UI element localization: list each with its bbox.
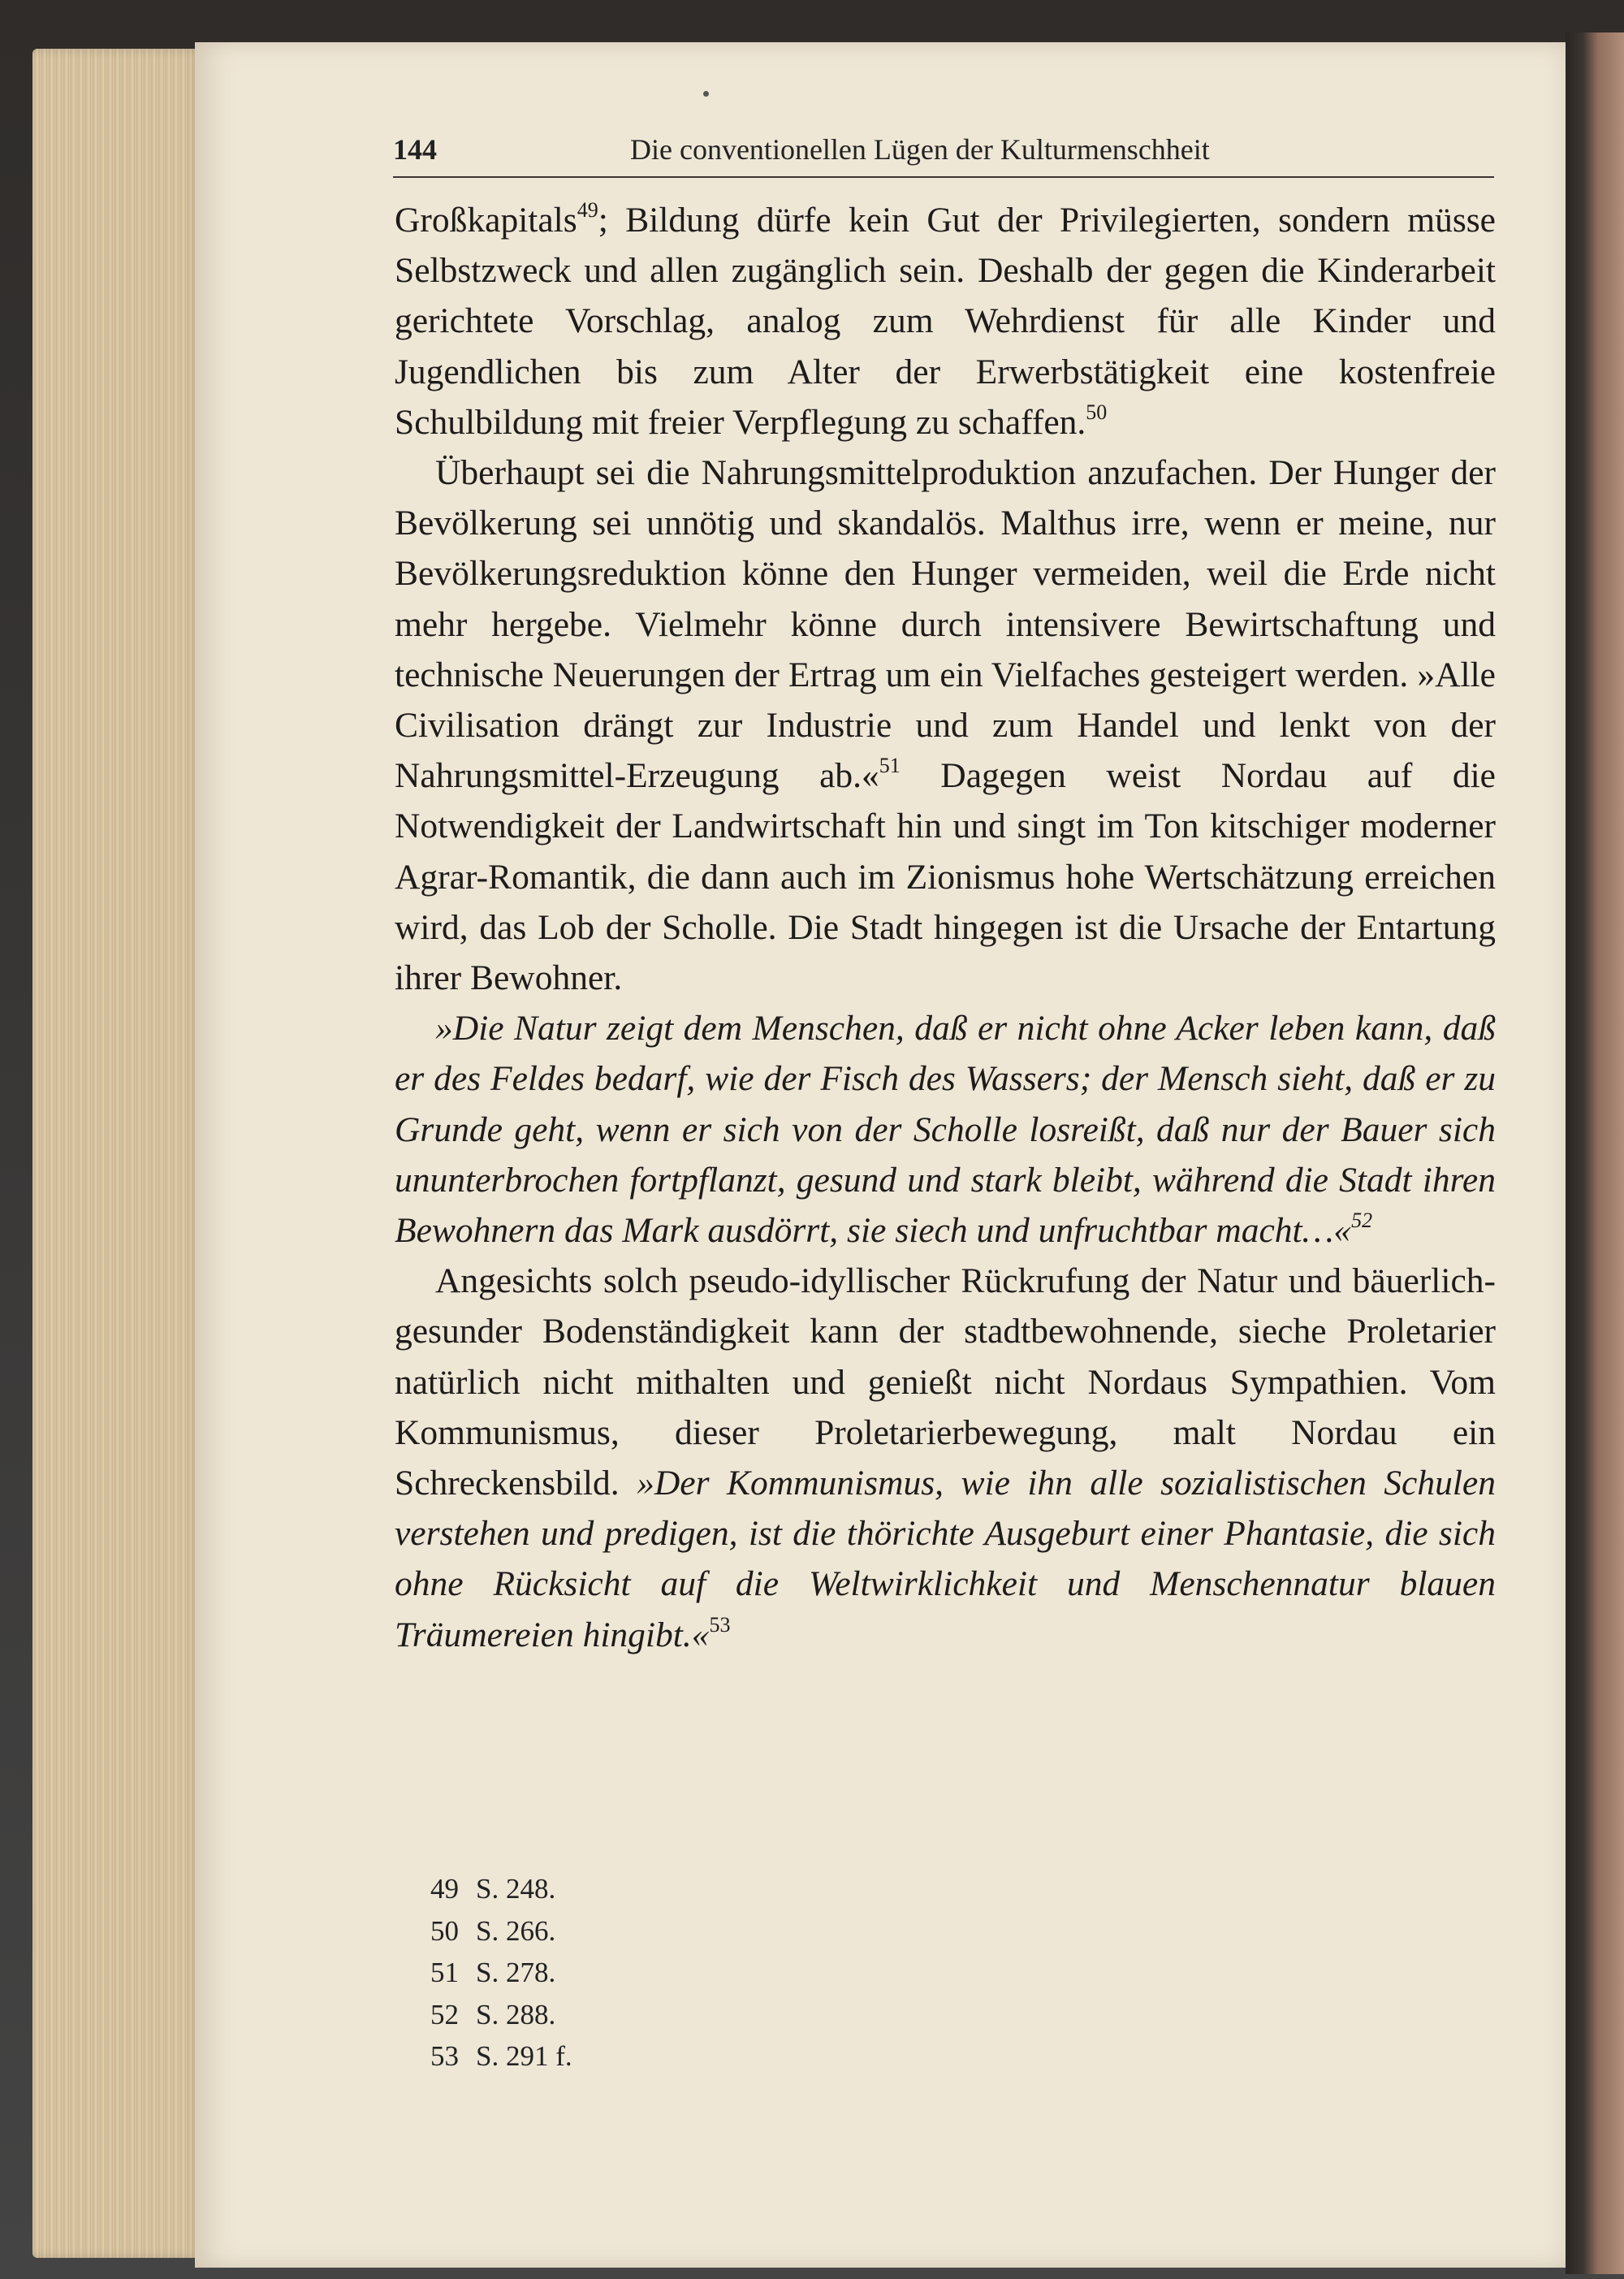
footnote-text: S. 248.: [476, 1873, 556, 1905]
facing-page-edge: [1566, 32, 1624, 2274]
footnote-ref-50: 50: [1086, 400, 1108, 424]
footnote-text: S. 266.: [476, 1914, 556, 1947]
footnote-53: [430, 2035, 836, 2078]
footnote-ref-53: 53: [709, 1612, 731, 1637]
footnote-text: S. 278.: [476, 1957, 556, 1988]
paragraph-2: [395, 448, 1496, 1003]
paragraph-2-text-b: Dagegen weist Nordau auf die Notwendigkeit der Landwirtschaft hin und singt im Ton kitschiger moderner Agrar-Romantik, die dann auch im Zionismus hohe Wertschätzung erreichen wird, das Lob der Scholle. Die Stadt hingegen ist die Ursache der Entartung ihrer Bewohner.: [395, 756, 1496, 998]
footnotes: [430, 1868, 836, 2078]
footnote-number: 50: [430, 1914, 459, 1947]
footnote-52: [430, 1994, 836, 2036]
footnote-number: 52: [430, 1998, 459, 2030]
paragraph-1: [395, 195, 1496, 448]
book-page-edges: [32, 49, 203, 2258]
footnote-51: [430, 1952, 836, 1994]
paragraph-4-text-a: Angesichts solch pseudo-idyllischer Rückrufung der Natur und bäuerlich-gesunder Bodenständigkeit kann der stadtbewohnende, sieche Proletarier natürlich nicht mithalten und genießt nicht Nordaus Sympathien. Vom Kommunismus, dieser Proletarierbewegung, malt Nordau ein Schreckensbild.: [395, 1261, 1496, 1503]
paragraph-4-quote: »Der Kommunismus, wie ihn alle sozialistischen Schulen verstehen und predigen, ist die thörichte Ausgeburt einer Phantasie, die sich ohne Rücksicht auf die Weltwirklichkeit und Menschennatur blauen Träumereien hingibt.«: [395, 1464, 1496, 1654]
paragraph-1-text-b: ; Bildung dürfe kein Gut der Privilegierten, sondern müsse Selbstzweck und allen zugänglich sein. Deshalb der gegen die Kinderarbeit gerichtete Vorschlag, analog zum Wehrdienst für alle Kinder und Jugendlichen bis zum Alter der Erwerbstätigkeit eine kostenfreie Schulbildung mit freier Verpflegung zu schaffen.: [395, 201, 1496, 442]
footnote-text: S. 291 f.: [476, 2040, 572, 2072]
main-text: [395, 195, 1496, 1660]
footnote-number: 49: [430, 1873, 459, 1905]
footnote-ref-49: 49: [577, 198, 598, 222]
footnote-text: S. 288.: [476, 1998, 556, 2030]
block-quote: [395, 1003, 1496, 1256]
block-quote-text: »Die Natur zeigt dem Menschen, daß er nicht ohne Acker leben kann, daß er des Feldes bedarf, wie der Fisch des Wassers; der Mensch sieht, daß er zu Grunde geht, wenn er sich von der Scholle losreißt, daß nur der Bauer sich ununterbrochen fortpflanzt, gesund und stark bleibt, während die Stadt ihren Bewohnern das Mark ausdörrt, sie siech und unfruchtbar macht…«: [395, 1009, 1496, 1251]
paragraph-4: [395, 1256, 1496, 1660]
footnote-49: [430, 1868, 836, 1910]
footnote-number: 51: [430, 1957, 459, 1988]
footnote-number: 53: [430, 2040, 459, 2072]
footnote-50: [430, 1910, 836, 1953]
paragraph-1-text-a: Großkapitals: [395, 201, 577, 240]
speck-mark: [703, 91, 709, 97]
paragraph-2-text-a: Überhaupt sei die Nahrungsmittelproduktion anzufachen. Der Hunger der Bevölkerung sei unnötig und skandalös. Malthus irre, wenn er meine, nur Bevölkerungsreduktion könne den Hunger vermeiden, weil die Erde nicht mehr hergebe. Vielmehr könne durch intensivere Bewirtschaftung und technische Neuerungen der Ertrag um ein Vielfaches gesteigert werden. »Alle Civilisation drängt zur Industrie und zum Handel und lenkt von der Nahrungsmittel-Erzeugung ab.«: [395, 453, 1496, 796]
page-number: 144: [393, 133, 437, 166]
running-header: [393, 128, 1494, 178]
footnote-ref-52: 52: [1351, 1209, 1373, 1233]
footnote-ref-51: 51: [879, 754, 901, 778]
running-title: Die conventionellen Lügen der Kulturmenschheit: [630, 133, 1210, 166]
